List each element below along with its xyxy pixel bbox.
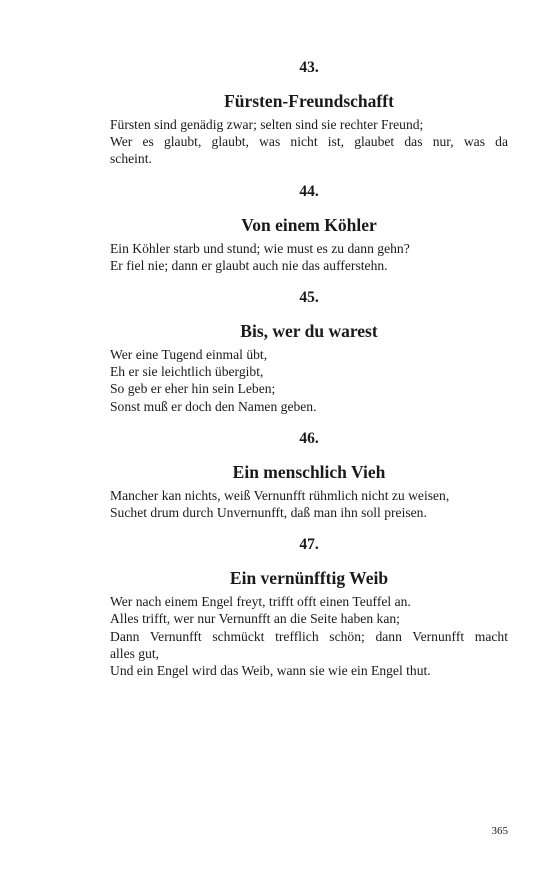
verse-line: Wer es glaubt, glaubt, was nicht ist, glaubet das nur, was da xyxy=(110,134,508,150)
epigram-title: Von einem Köhler xyxy=(241,214,377,235)
verse-line: So geb er eher hin sein Leben; xyxy=(110,381,276,397)
epigram-text xyxy=(110,116,508,168)
epigram-46 xyxy=(110,429,508,521)
epigram-text xyxy=(110,346,508,415)
verse-line: Und ein Engel wird das Weib, wann sie wie ein Engel thut. xyxy=(110,663,431,679)
verse-line: Sonst muß er doch den Namen geben. xyxy=(110,398,317,414)
epigram-43 xyxy=(110,58,508,168)
epigram-title: Ein menschlich Vieh xyxy=(232,461,386,482)
verse-line: Mancher kan nichts, weiß Vernunfft rühmlich nicht zu weisen, xyxy=(110,487,450,503)
epigram-text xyxy=(110,593,508,679)
epigram-title: Ein vernünfftig Weib xyxy=(229,568,389,589)
verse-line: scheint. xyxy=(110,151,152,167)
verse-line: alles gut, xyxy=(110,645,160,661)
verse-line: Suchet drum durch Unvernunfft, daß man ihn soll preisen. xyxy=(110,505,427,521)
epigram-44 xyxy=(110,182,508,274)
page-number: 365 xyxy=(491,825,508,837)
epigram-number: 47. xyxy=(299,536,319,554)
epigram-number: 45. xyxy=(299,289,319,307)
verse-line: Dann Vernunfft schmückt trefflich schön; dann Vernunfft macht xyxy=(110,628,508,644)
epigram-number: 46. xyxy=(299,429,319,447)
verse-line: Wer eine Tugend einmal übt, xyxy=(110,347,268,363)
epigram-47 xyxy=(110,535,508,679)
epigram-45 xyxy=(110,288,508,415)
epigram-title: Fürsten-Freundschafft xyxy=(224,91,394,111)
epigram-number: 43. xyxy=(299,59,319,76)
page-content xyxy=(110,58,508,679)
verse-line: Wer nach einem Engel freyt, trifft offt einen Teuffel an. xyxy=(110,594,411,610)
verse-line: Fürsten sind genädig zwar; selten sind sie rechter Freund; xyxy=(110,117,424,132)
verse-line: Eh er sie leichtlich übergibt, xyxy=(110,364,264,380)
verse-line: Alles trifft, wer nur Vernunfft an die Seite haben kan; xyxy=(110,611,400,627)
epigram-number: 44. xyxy=(299,182,319,200)
verse-line: Ein Köhler starb und stund; wie must es zu dann gehn? xyxy=(110,240,410,256)
epigram-text xyxy=(110,487,508,521)
epigram-title: Bis, wer du warest xyxy=(240,321,378,342)
epigram-text xyxy=(110,240,508,274)
verse-line: Er fiel nie; dann er glaubt auch nie das aufferstehn. xyxy=(110,257,388,273)
